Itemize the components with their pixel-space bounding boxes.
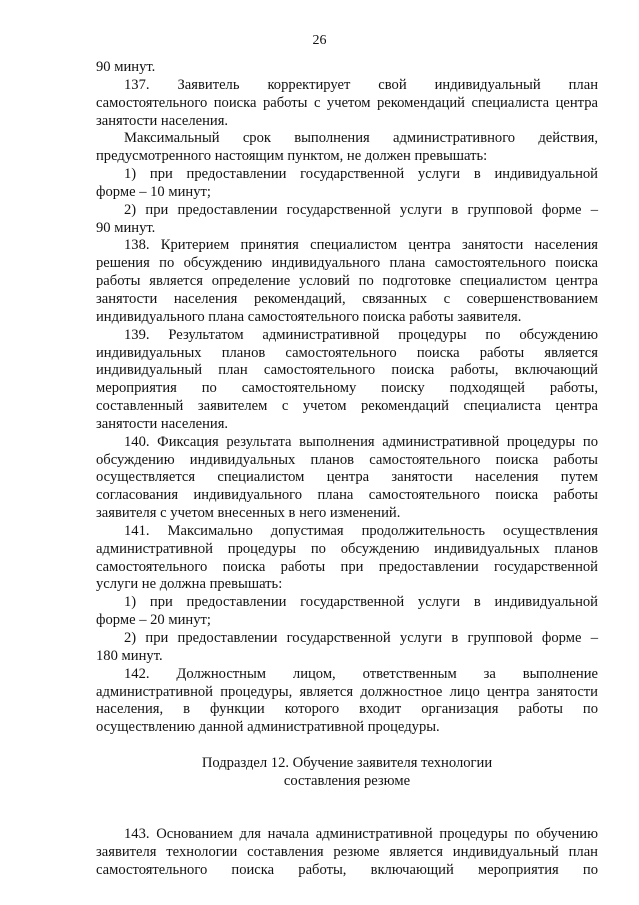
text-line: согласования индивидуального плана самостоятельного поиска работы: [96, 487, 598, 504]
text-line: 2) при предоставлении государственной услуги в групповой форме –: [124, 201, 598, 218]
blank-line: [96, 791, 598, 809]
text-line: 180 минут.: [96, 647, 163, 664]
text-line: 2) при предоставлении государственной услуги в групповой форме –: [124, 630, 598, 646]
text-line: 1) при предоставлении государственной услуги в индивидуальной: [124, 594, 598, 611]
text-line: 137. Заявитель корректирует свой индивидуальный план: [124, 76, 598, 93]
text-line: занятости населения.: [96, 112, 229, 129]
text-line: решения по обсуждению индивидуального плана самостоятельного поиска: [96, 255, 598, 272]
text-line: 142. Должностным лицом, ответственным за выполнение: [124, 665, 598, 682]
text-line: осуществлению данной административной процедуры.: [96, 719, 440, 736]
text-line: 143. Основанием для начала административной процедуры по обучению: [124, 826, 598, 843]
subsection-heading-line: Подраздел 12. Обучение заявителя технологии: [201, 754, 493, 771]
text-line: 90 минут.: [96, 59, 156, 75]
text-line: населения, в функции которого входит организация работы по: [96, 701, 598, 718]
text-line: 141. Максимально допустимая продолжительность осуществления: [124, 522, 598, 539]
text-line: обсуждению индивидуальных планов самостоятельного поиска работы: [96, 451, 598, 468]
text-line: административной процедуры, является должностное лицо центра занятости: [96, 683, 598, 700]
text-line: услуги не должна превышать:: [96, 576, 283, 593]
text-line: предусмотренного настоящим пунктом, не должен превышать:: [96, 148, 488, 165]
text-line: самостоятельного поиска работы, включающий мероприятия по: [96, 861, 598, 878]
page-number: 26: [312, 33, 327, 48]
text-line: 90 минут.: [96, 219, 156, 236]
text-line: работы является определение условий по подготовке специалистом центра: [96, 273, 598, 290]
text-line: осуществляется специалистом центра занятости населения путем: [96, 469, 598, 486]
text-line: 140. Фиксация результата выполнения административной процедуры по: [124, 433, 598, 450]
text-line: индивидуальный план самостоятельного поиска работы, включающий: [96, 362, 598, 379]
text-line: 139. Результатом административной процедуры по обсуждению: [124, 326, 598, 343]
text-line: мероприятия по самостоятельному поиску подходящей работы,: [96, 380, 598, 397]
text-line: 138. Критерием принятия специалистом центра занятости населения: [124, 237, 598, 254]
text-line: самостоятельного поиска работы с учетом рекомендаций специалиста центра: [96, 94, 598, 111]
text-line: заявителя технологии составления резюме является индивидуальный план: [96, 844, 598, 861]
text-line: Максимальный срок выполнения административного действия,: [124, 130, 598, 147]
text-line: занятости населения.: [96, 415, 229, 432]
text-line: самостоятельного поиска работы при предоставлении государственной: [96, 558, 598, 575]
text-line: форме – 20 минут;: [96, 612, 211, 629]
text-line: занятости населения рекомендаций, связанных с совершенствованием: [96, 290, 598, 307]
text-line: административной процедуры по обсуждению индивидуальных планов: [96, 540, 598, 557]
blank-line: [96, 737, 598, 755]
subsection-heading-line: составления резюме: [283, 772, 411, 789]
document-body: [96, 59, 598, 880]
blank-line: [96, 808, 598, 826]
text-line: 1) при предоставлении государственной услуги в индивидуальной: [124, 166, 598, 183]
text-line: форме – 10 минут;: [96, 183, 211, 200]
text-line: индивидуальных планов самостоятельного поиска работы является: [96, 344, 598, 361]
text-line: индивидуального плана самостоятельного поиска работы заявителя.: [96, 308, 522, 325]
text-line: заявителя с учетом внесенных в него изменений.: [96, 505, 401, 522]
text-line: составленный заявителем с учетом рекомендаций специалиста центра: [96, 398, 598, 415]
